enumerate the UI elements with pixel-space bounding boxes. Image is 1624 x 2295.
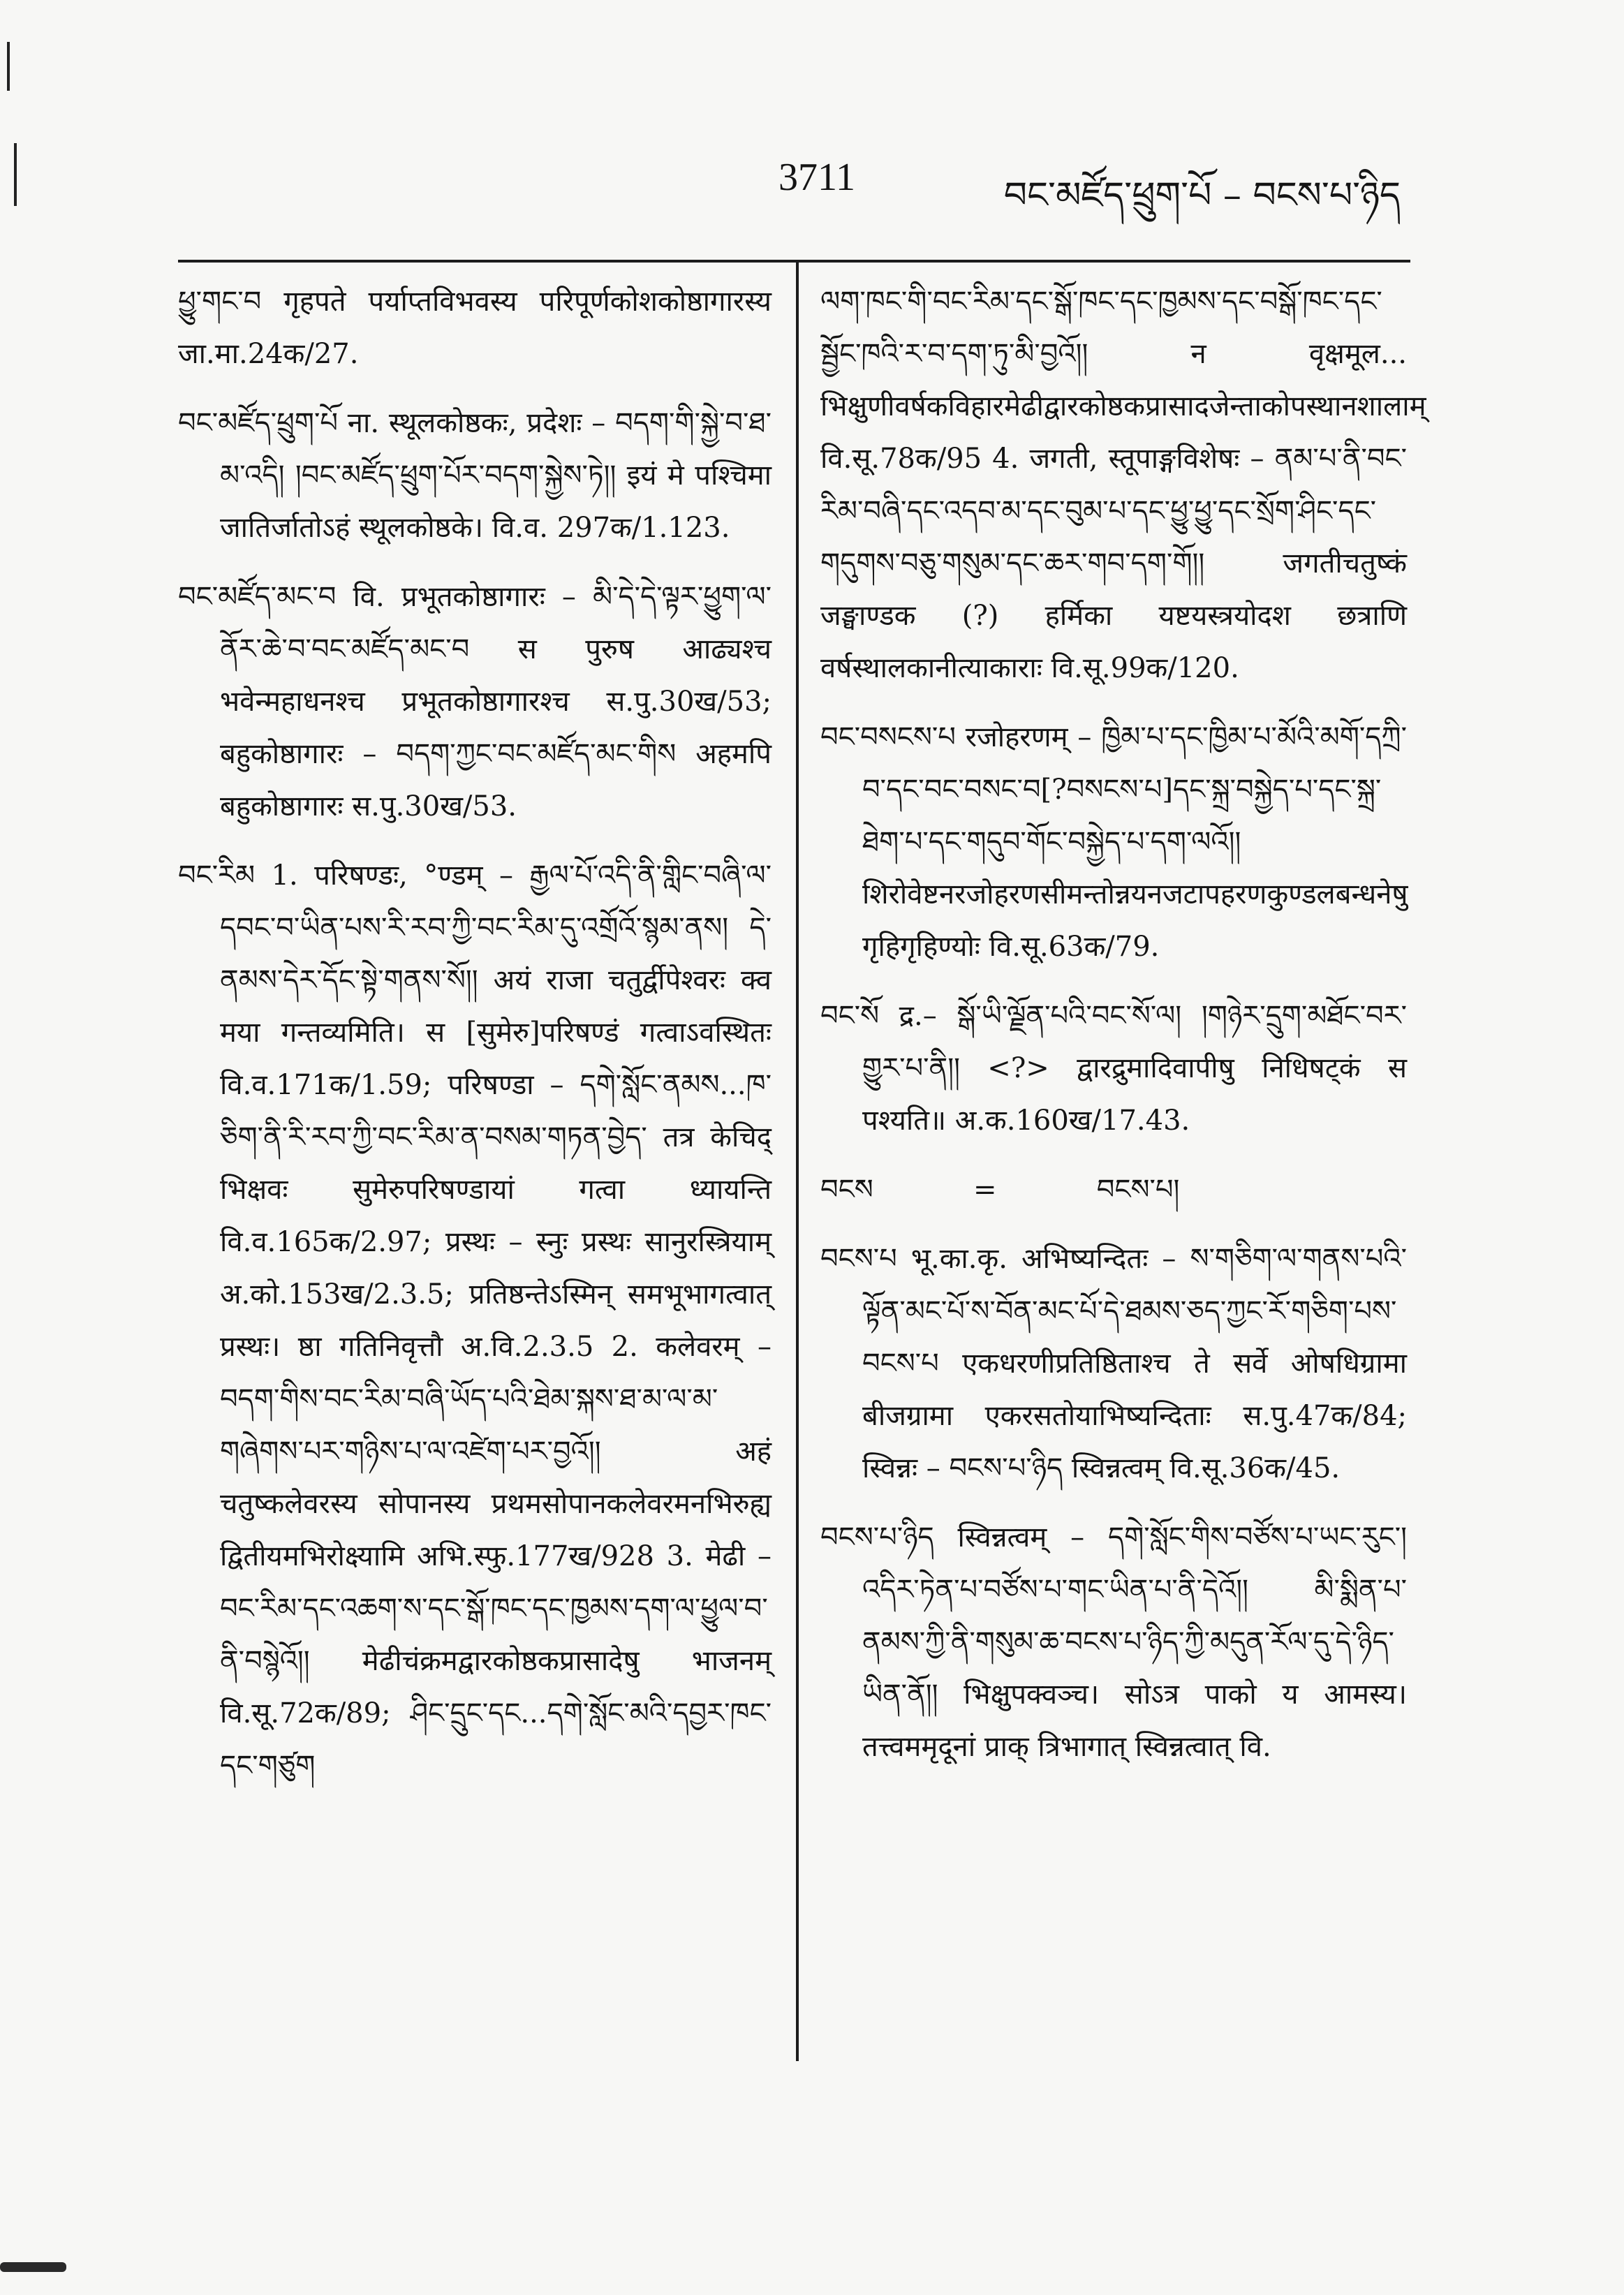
right-column bbox=[820, 276, 1426, 1790]
header-rule bbox=[178, 260, 1410, 263]
entry-bang-mdzod-mang-ba: བང་མཛོད་མང་བ वि. प्रभूतकोष्ठागारः – མི་དེ་དེ་ལྟར་ཕྱུག་ལ་ནོར་ཆེ་བ་བང་མཛོད་མང་བ स पुरुष आढ्यश्च भवेन्महाधनश्च प्रभूतकोष्ठागारश्च स.पु.30ख/53; बहुकोष्ठागारः – བདག་ཀྱང་བང་མཛོད་མང་གིས अहमपि बहुकोष्ठागारः स.पु.30ख/53. bbox=[178, 581, 772, 822]
column-rule bbox=[796, 260, 799, 2061]
entry-bangs-pa-nyid: བངས་པ་ཉིད स्विन्नत्वम् – དགེ་སློང་གིས་བཙོས་པ་ཡང་རུང་། འདིར་ཏེན་པ་བཙོས་པ་གང་ཡིན་པ་ནི་དེའོ།། མི་སྨིན་པ་ནམས་ཀྱི་ནི་གསུམ་ཆ་བངས་པ་ཉིད་ཀྱི་མདུན་རོལ་དུ་དེ་ཉིད་ཡིན་ནོ།། भिक्षुपक्वञ्च। सोऽत्र पाको य आमस्य। तत्त्वममृदूनां प्राक् त्रिभागात् स्विन्नत्वात् वि. bbox=[820, 1521, 1407, 1763]
entry-bang-so: བང་སོ द्र.– སྒོ་ཡི་ལྗོན་པའི་བང་སོ་ལ། །གཉེར་དྲུག་མཐོང་བར་གྱུར་པ་ནི།། <?> द्वारद्रुमादिवापीषु निधिषट्कं स पश्यति॥ अ.क.160ख/17.43. bbox=[820, 1000, 1407, 1137]
entry-continuation: ཕྱུ་གང་བ गृहपते पर्याप्तविभवस्य परिपूर्णकोशकोष्ठागारस्य जा.मा.24क/27. bbox=[178, 286, 772, 370]
ink-blot bbox=[0, 2262, 66, 2272]
entry-bangs-pa: བངས་པ भू.का.कृ. अभिष्यन्दितः – ས་གཅིག་ལ་གནས་པའི་ལྟོན་མང་པོ་ས་བོན་མང་པོ་དེ་ཐམས་ཅད་ཀྱང་རོ་གཅིག་པས་བངས་པ एकधरणीप्रतिष्ठिताश्च ते सर्वे ओषधिग्रामा बीजग्रामा एकरसतोयाभिष्यन्दिताः स.पु.47क/84; स्विन्नः – བངས་པ་ཉིད स्विन्नत्वम् वि.सू.36क/45. bbox=[820, 1243, 1407, 1484]
crossref-target: བངས་པ། bbox=[1096, 1174, 1180, 1206]
left-edge-mark-top bbox=[7, 42, 10, 91]
entry-continuation-right: ལག་ཁང་གི་བང་རིམ་དང་སྒོ་ཁང་དང་ཁྱམས་དང་བསྒོ་ཁང་དང་སྦྱོང་ཁའི་ར་བ་དག་ཏུ་མི་བྱའོ།། न वृक्षमूल... भिक्षुणीवर्षकविहारमेढीद्वारकोष्ठकप्रासादजेन्ताकोपस्थानशालाम् वि.सू.78क/95 4. जगती, स्तूपाङ्गविशेषः – ནམ་པ་ནི་བང་རིམ་བཞི་དང་འདབ་མ་དང་བུམ་པ་དང་ཕྱུ་ཕྱུ་དང་སྲོག་ཤིང་དང་གདུགས་བཅུ་གསུམ་དང་ཆར་གབ་དག་གོ།། जगतीचतुष्कं जङ्घाण्डक (?) हर्मिका यष्टयस्त्रयोदश छत्राणि वर्षस्थालकानीत्याकाराः वि.सू.99क/120. bbox=[820, 286, 1426, 684]
entry-bangs-crossref bbox=[820, 1164, 1407, 1216]
page-number: 3711 bbox=[778, 156, 855, 199]
entry-bang-rim: བང་རིམ 1. परिषण्डः, °ण्डम् – རྒྱལ་པོ་འདི་ནི་གླིང་བཞི་ལ་དབང་བ་ཡིན་པས་རི་རབ་ཀྱི་བང་རིམ་དུ་འགྲོའོ་སྙམ་ནས། དེ་ནམས་དེར་དོང་སྟེ་གནས་སོ།། अयं राजा चतुर्द्वीपेश्वरः क्व मया गन्तव्यमिति। स [सुमेरु]परिषण्डं गत्वाऽवस्थितः वि.व.171क/1.59; परिषण्डा – དགེ་སློང་ནམས...ཁ་ཅིག་ནི་རི་རབ་ཀྱི་བང་རིམ་ན་བསམ་གཏན་བྱེད་ तत्र केचिद् भिक्षवः सुमेरुपरिषण्डायां गत्वा ध्यायन्ति वि.व.165क/2.97; प्रस्थः – स्नुः प्रस्थः सानुरस्त्रियाम् अ.को.153ख/2.3.5; प्रतिष्ठन्तेऽस्मिन् समभूभागत्वात् प्रस्थः। ष्ठा गतिनिवृत्तौ अ.वि.2.3.5 2. कलेवरम् – བདག་གིས་བང་རིམ་བཞི་ཡོད་པའི་ཐེམ་སྐས་ཐ་མ་ལ་མ་གཞེགས་པར་གཉིས་པ་ལ་འཛེག་པར་བྱའོ།། अहं चतुष्कलेवरस्य सोपानस्य प्रथमसोपानकलेवरमनभिरुह्य द्वितीयमभिरोक्ष्यामि अभि.स्फु.177ख/928 3. मेढी – བང་རིམ་དང་འཆག་ས་དང་སྒོ་ཁང་དང་ཁྱམས་དག་ལ་ཕྱུལ་བ་ནི་བསྙེའོ།། मेढीचंक्रमद्वारकोष्ठकप्रासादेषु भाजनम् वि.सू.72क/89; ཤིང་དྲུང་དང...དགེ་སློང་མའི་དབྱར་ཁང་དང་གཙུག bbox=[178, 859, 772, 1782]
left-edge-mark bbox=[14, 143, 17, 206]
left-column bbox=[178, 276, 772, 1809]
running-head: བང་མཛོད་ཕྲུག་པོ – བངས་པ་ཉིད bbox=[1003, 175, 1401, 216]
crossref-headword: བངས bbox=[820, 1174, 873, 1206]
entry-bang-mdzod-phrug-po: བང་མཛོད་ཕྲུག་པོ ना. स्थूलकोष्ठकः, प्रदेशः – བདག་གི་སྐྱེ་བ་ཐ་མ་འདི། །བང་མཛོད་ཕྲུག་པོར་བདག་སྐྱེས་ཏེ།། इयं मे पश्चिमा जातिर्जातोऽहं स्थूलकोष्ठके। वि.व. 297क/1.123. bbox=[178, 407, 772, 544]
crossref-equals: = bbox=[973, 1174, 997, 1206]
entry-bang-bsangs-pa: བང་བསངས་པ रजोहरणम् – ཁྱིམ་པ་དང་ཁྱིམ་པ་མོའི་མགོ་དཀྲི་བ་དང་བང་བསང་བ[?བསངས་པ]དང་སྐྲ་བསྐྱེད་པ་དང་སྐྲ་ཐེག་པ་དང་གདུབ་གོང་བསྐྱེད་པ་དག་ལའོ།། शिरोवेष्टनरजोहरणसीमन्तोन्नयनजटापहरणकुण्डलबन्धनेषु गृहिगृहिण्योः वि.सू.63क/79. bbox=[820, 721, 1408, 963]
